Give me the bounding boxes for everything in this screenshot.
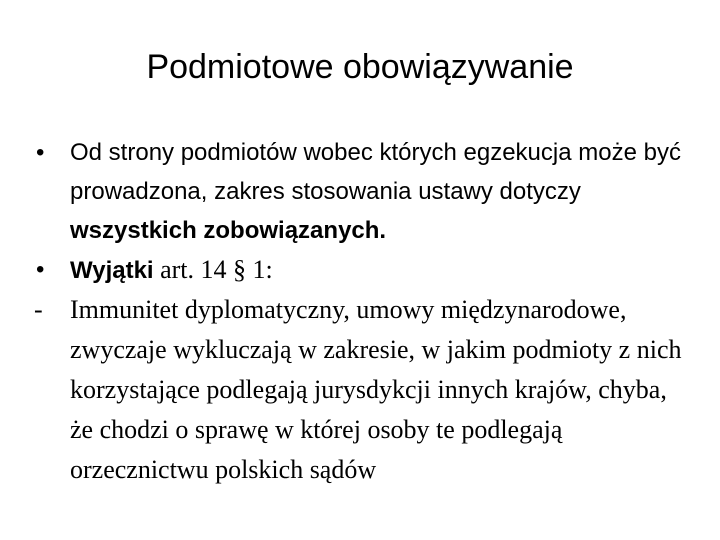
bullet-text-bold: wszystkich zobowiązanych. <box>70 217 387 244</box>
dash-item-immunity <box>34 290 694 490</box>
dash-text: Immunitet dyplomatyczny, umowy międzynarodowe, zwyczaje wykluczają w zakresie, w jakim podmioty z nich korzystające podlegają jurysdykcji innych krajów, chyba, że chodzi o sprawę w której osoby te podlegają orzecznictwu polskich sądów <box>70 295 682 484</box>
bullet-marker: • <box>36 139 45 166</box>
bullet-item-exceptions <box>34 250 694 290</box>
bullet-text-bold: Wyjątki <box>70 257 154 284</box>
bullet-marker: • <box>36 256 45 283</box>
slide-title: Podmiotowe obowiązywanie <box>146 48 574 86</box>
bullet-text: art. 14 § 1: <box>153 255 273 284</box>
bullet-text: Od strony podmiotów wobec których egzekucja może być prowadzona, zakres stosowania ustawy dotyczy <box>70 139 681 205</box>
bullet-item-scope <box>34 133 694 250</box>
bullet-list <box>34 133 694 490</box>
dash-marker: - <box>34 295 43 324</box>
